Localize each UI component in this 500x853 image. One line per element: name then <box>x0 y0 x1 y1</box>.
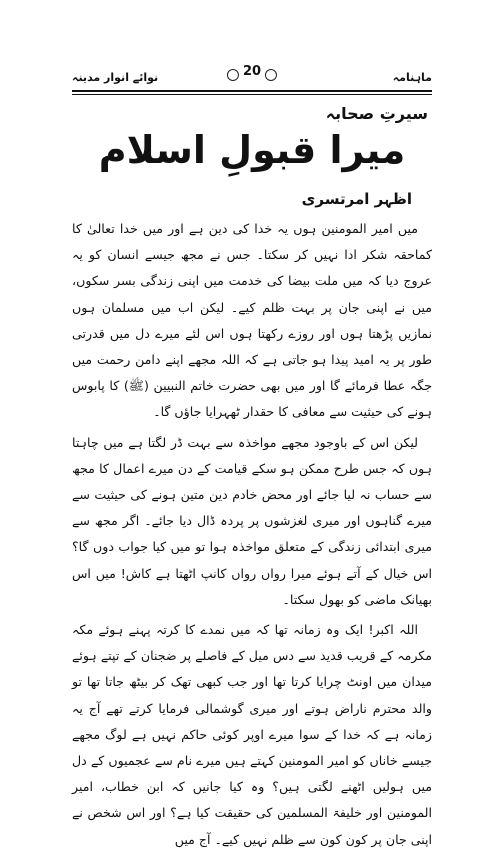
page-number: 20 <box>237 64 267 79</box>
magazine-label: ماہنامہ <box>392 70 432 84</box>
article-body <box>72 216 432 847</box>
document-page <box>72 56 432 847</box>
paragraph: اللہ اکبر! ایک وہ زمانہ تھا کہ میں نمدے کا کرتہ پہنے ہوئے مکہ مکرمہ کے قریب قدید سے دس میل کے فاصلے پر ضجنان کے تپتے ہوئے میدان میں اونٹ چرایا کرتا تھا اور جب کبھی تھک کر بیٹھ جاتا تھا تو والد محترم ناراض ہوتے اور میری گوشمالی فرمایا کرتے تھے آج یہ زمانہ ہے کہ خدا کے سوا میرے اوپر کوئی حاکم نہیں ہے لوگ مجھے جیسے خاناں کو امیر المومنین کہتے ہیں میرے نام سے عجمیوں کے دل میں ہولیں اٹھنے لگتی ہیں؟ وہ کیا جانیں کہ ابن خطاب، امیر المومنین اور خلیفۃ المسلمین کی حقیقت کیا ہے؟ اور اس شخص نے اپنی جان پر کون کون سے ظلم نہیں کیے۔ آج میں <box>72 622 432 847</box>
header-divider <box>72 90 432 95</box>
article-category: سیرتِ صحابہ <box>325 104 428 123</box>
article-author: اظہر امرتسری <box>301 190 412 208</box>
publication-name: نوائے انوار مدینہ <box>72 70 159 84</box>
paragraph: لیکن اس کے باوجود مجھے مواخذہ سے بہت ڈر لگتا ہے میں چاہتا ہوں کہ جس طرح ممکن ہو سکے قیامت کے دن میرے اعمال کا مجھ سے حساب نہ لیا جائے اور محض خادم دین متین ہونے کی حیثیت سے میرے گناہوں اور میری لغزشوں پر پردہ ڈال دیا جائے۔ اگر مجھ سے میری ابتدائی زندگی کے متعلق مواخذہ ہوا تو میں کیا جواب دوں گا؟ اس خیال کے آتے ہوئے میرا رواں رواں کانپ اٹھتا ہے کاش! میں اس بھیانک ماضی کو بھول سکتا۔ <box>72 434 432 607</box>
article-title: میرا قبولِ اسلام <box>98 128 406 172</box>
paragraph: میں امیر المومنین ہوں یہ خدا کی دین ہے اور میں خدا تعالیٰ کا کماحقہ شکر ادا نہیں کر سکتا۔ جس نے مجھ جیسے انسان کو یہ عروج دیا کہ میں ملت بیضا کی خدمت میں اپنی زندگی بسر سکوں، میں نے اپنی جان پر بہت ظلم کیے۔ لیکن اب میں مسلمان ہوں نمازیں پڑھتا ہوں اور روزے رکھتا ہوں اس لئے میرے دل میں قدرتی طور پر یہ امید پیدا ہو جاتی ہے کہ اللہ مجھے اپنے دامن رحمت میں جگہ عطا فرمائے گا اور میں بھی حضرت خاتم النبیین (ﷺ) کا پابوس ہونے کی حیثیت سے معافی کا حقدار ٹھہرایا جاؤں گا۔ <box>72 221 432 420</box>
